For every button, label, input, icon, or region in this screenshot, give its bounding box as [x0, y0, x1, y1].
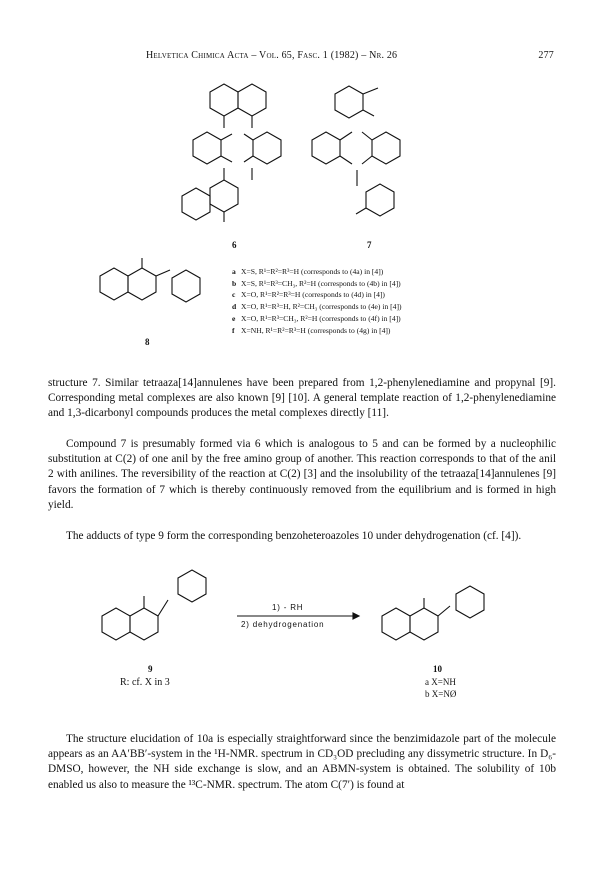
compound-10a: a X=NH — [425, 677, 456, 687]
compound-6-structure — [182, 84, 281, 222]
compound-8-label: 8 — [145, 337, 150, 347]
legend-item: b X=S, R¹=R³=CH₃, R²=H (corresponds to (4b) in [4]) — [232, 278, 401, 288]
legend-item: d X=O, R¹=R³=H, R²=CH₃ (corresponds to (4e) in [4]) — [232, 302, 402, 312]
legend-item: a X=S, R¹=R²=R³=H (corresponds to (4a) in [4]) — [232, 267, 384, 276]
reaction-step-2: 2) dehydrogenation — [241, 620, 325, 629]
legend-item: c X=O, R¹=R²=R³=H (corresponds to (4d) in [4]) — [232, 290, 385, 300]
paragraph-2: Compound 7 is presumably formed via 6 which is analogous to 5 and can be formed by a nucleophilic substitution at C(2) of one anil by the free amino group of another. This reaction corresponds to that of the anil 2 with anilines. The reversibility of the reaction at C(2) [3] and the insolubility of the tetraaza[14]annulenes [9] favors the formation of 7 which is thereby continuously removed from the equilibrium and is formed in high yield. — [48, 438, 556, 511]
compound-7-structure — [312, 86, 400, 216]
paragraph-3: The adducts of type 9 form the corresponding benzoheteroazoles 10 under dehydrogenation (cf. [4]). — [66, 530, 522, 542]
compound-9-structure — [102, 570, 206, 640]
compound-10b: b X=NØ — [425, 689, 457, 699]
journal-title: Helvetica Chimica Acta – Vol. 65, Fasc. 1 (1982) – Nr. 26 — [146, 50, 398, 61]
legend-item: e X=O, R¹=R³=CH₃, R²=H (corresponds to (4f) in [4]) — [232, 313, 401, 323]
compound-8-structure — [100, 258, 200, 302]
paragraph-4: The structure elucidation of 10a is especially straightforward since the benzimidazole part of the molecule appears as an AA′BB′-system in the ¹H-NMR. spectrum in CD₃OD precluding any dissymetric structure. In D₆-DMSO, however, the NH side exchange is slow, and an ABMN-system is obtained. The solubility of 10b enabled us also to measure the ¹³C-NMR. spectrum. The atom C(7′) is found at — [48, 733, 556, 791]
page-number: 277 — [538, 50, 554, 61]
compound-7-label: 7 — [367, 240, 372, 250]
compound-10-structure — [382, 586, 484, 640]
reaction-step-1: 1) - RH — [272, 603, 304, 612]
compound-10-label: 10 — [433, 664, 442, 674]
compound-9-note: R: cf. X in 3 — [120, 677, 170, 688]
legend-item: f X=NH, R¹=R²=R³=H (corresponds to (4g) in [4]) — [232, 325, 391, 335]
compound-8-legend — [232, 266, 402, 336]
compound-6-label: 6 — [232, 240, 237, 250]
compound-9-label: 9 — [148, 664, 153, 674]
paragraph-1: structure 7. Similar tetraaza[14]annulenes have been prepared from 1,2-phenylenediamine and propynal [9]. Corresponding metal complexes are also known [9] [10]. A general template reaction of 1,2-phenylenediamine and 1,3-dicarbonyl compounds produces the metal complexes directly [11]. — [48, 377, 556, 420]
